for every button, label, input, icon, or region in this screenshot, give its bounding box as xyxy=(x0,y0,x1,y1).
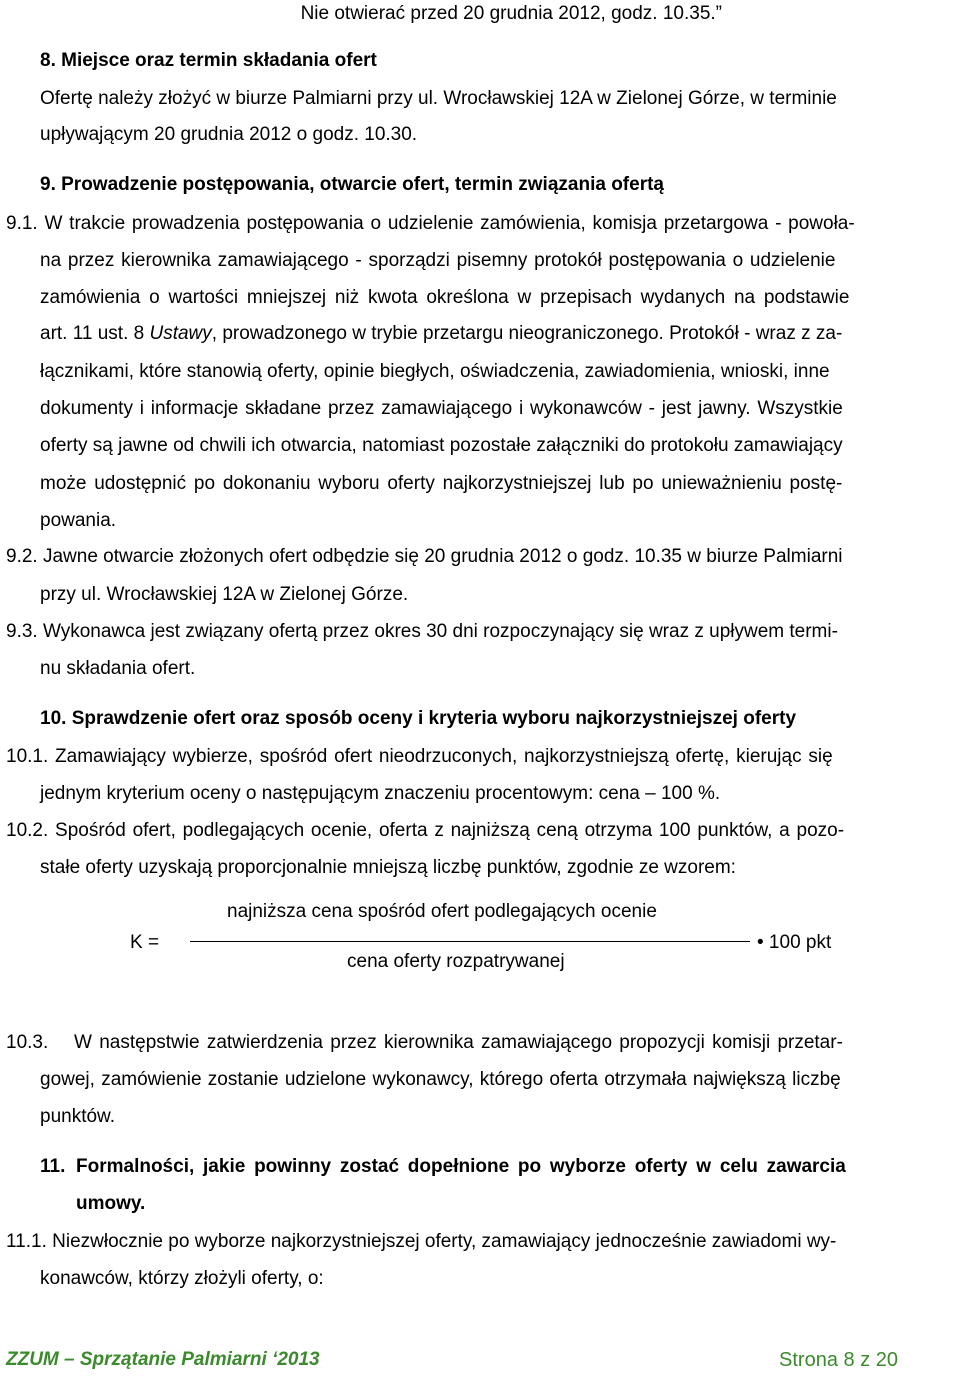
footer-page-number: Strona 8 z 20 xyxy=(779,1349,898,1371)
section-9-title: 9. Prowadzenie postępowania, otwarcie ofert, termin związania ofertą xyxy=(40,174,664,195)
para-9-1-line: oferty są jawne od chwili ich otwarcia, natomiast pozostałe załączniki do protokołu zamawiający xyxy=(40,435,843,456)
section-8-line-1: Ofertę należy złożyć w biurze Palmiarni przy ul. Wrocławskiej 12A w Zielonej Górze, w terminie xyxy=(40,88,837,109)
para-9-3-line: 9.3. Wykonawca jest związany ofertą przez okres 30 dni rozpoczynający się wraz z upływem termi- xyxy=(6,621,838,642)
section-10-title: 10. Sprawdzenie ofert oraz sposób oceny i kryteria wyboru najkorzystniejszej oferty xyxy=(40,708,797,729)
para-11-1-line: 11.1. Niezwłocznie po wyborze najkorzystniejszej oferty, zamawiający jednocześnie zawiadomi wy- xyxy=(6,1231,837,1252)
para-10-3-line: punktów. xyxy=(40,1106,115,1127)
formula-numerator: najniższa cena spośród ofert podlegających ocenie xyxy=(227,901,657,922)
para-10-3-number: 10.3. xyxy=(6,1032,49,1053)
para-9-1-line: łącznikami, które stanowią oferty, opinie biegłych, oświadczenia, zawiadomienia, wnioski, inne xyxy=(40,361,830,382)
para-10-2-line: 10.2. Spośród ofert, podlegających ocenie, oferta z najniższą ceną otrzyma 100 punktów, a pozo- xyxy=(6,820,845,841)
para-9-1-line: na przez kierownika zamawiającego - sporządzi pisemny protokół postępowania o udzielenie xyxy=(40,250,836,271)
formula-fraction-line xyxy=(190,941,750,942)
section-8-line-2: upływającym 20 grudnia 2012 o godz. 10.30. xyxy=(40,124,418,145)
formula-denominator: cena oferty rozpatrywanej xyxy=(347,951,565,972)
formula-lhs: K = xyxy=(130,932,160,953)
text-run: , prowadzonego w trybie przetargu nieograniczonego. Protokół - wraz z za- xyxy=(211,323,843,344)
para-9-1-line: dokumenty i informacje składane przez zamawiającego i wykonawców - jest jawny. Wszystkie xyxy=(40,398,843,419)
header-note: Nie otwierać przed 20 grudnia 2012, godz. 10.35.” xyxy=(300,3,722,24)
section-11-title: umowy. xyxy=(76,1193,146,1214)
para-9-3-line: nu składania ofert. xyxy=(40,658,196,679)
para-11-1-line: konawców, którzy złożyli oferty, o: xyxy=(40,1268,324,1289)
text-run: art. 11 ust. 8 xyxy=(40,323,150,344)
text-run-italic: Ustawy xyxy=(149,323,212,344)
section-11-title: Formalności, jakie powinny zostać dopełnione po wyborze oferty w celu zawarcia xyxy=(76,1156,846,1177)
section-11-number: 11. xyxy=(40,1156,66,1177)
para-9-1-line: powania. xyxy=(40,510,117,531)
para-9-2-line: przy ul. Wrocławskiej 12A w Zielonej Górze. xyxy=(40,584,409,605)
para-9-1-line: może udostępnić po dokonaniu wyboru oferty najkorzystniejszej lub po unieważnieniu postę- xyxy=(40,473,843,494)
para-9-1-line: zamówienia o wartości mniejszej niż kwota określona w przepisach wydanych na podstawie xyxy=(40,287,850,308)
para-10-1-line: jednym kryterium oceny o następującym znaczeniu procentowym: cena – 100 %. xyxy=(40,783,721,804)
footer-title: ZZUM – Sprzątanie Palmiarni ‘2013 xyxy=(6,1349,320,1370)
para-9-2-line: 9.2. Jawne otwarcie złożonych ofert odbędzie się 20 grudnia 2012 o godz. 10.35 w biurze Palmiarni xyxy=(6,546,843,567)
para-10-1-line: 10.1. Zamawiający wybierze, spośród ofert nieodrzuconych, najkorzystniejszą ofertę, kierując się xyxy=(6,746,833,767)
para-10-3-line: gowej, zamówienie zostanie udzielone wykonawcy, którego oferta otrzymała największą liczbę xyxy=(40,1069,841,1090)
section-8-title: 8. Miejsce oraz termin składania ofert xyxy=(40,50,377,71)
para-9-1-line xyxy=(40,323,842,345)
para-10-3-line: W następstwie zatwierdzenia przez kierownika zamawiającego propozycji komisji przetar- xyxy=(74,1032,843,1053)
formula-multiplier: • 100 pkt xyxy=(757,932,832,953)
para-9-1-line: 9.1. W trakcie prowadzenia postępowania o udzielenie zamówienia, komisja przetargowa - powoła- xyxy=(6,213,855,234)
para-10-2-line: stałe oferty uzyskają proporcjonalnie mniejszą liczbę punktów, zgodnie ze wzorem: xyxy=(40,857,736,878)
